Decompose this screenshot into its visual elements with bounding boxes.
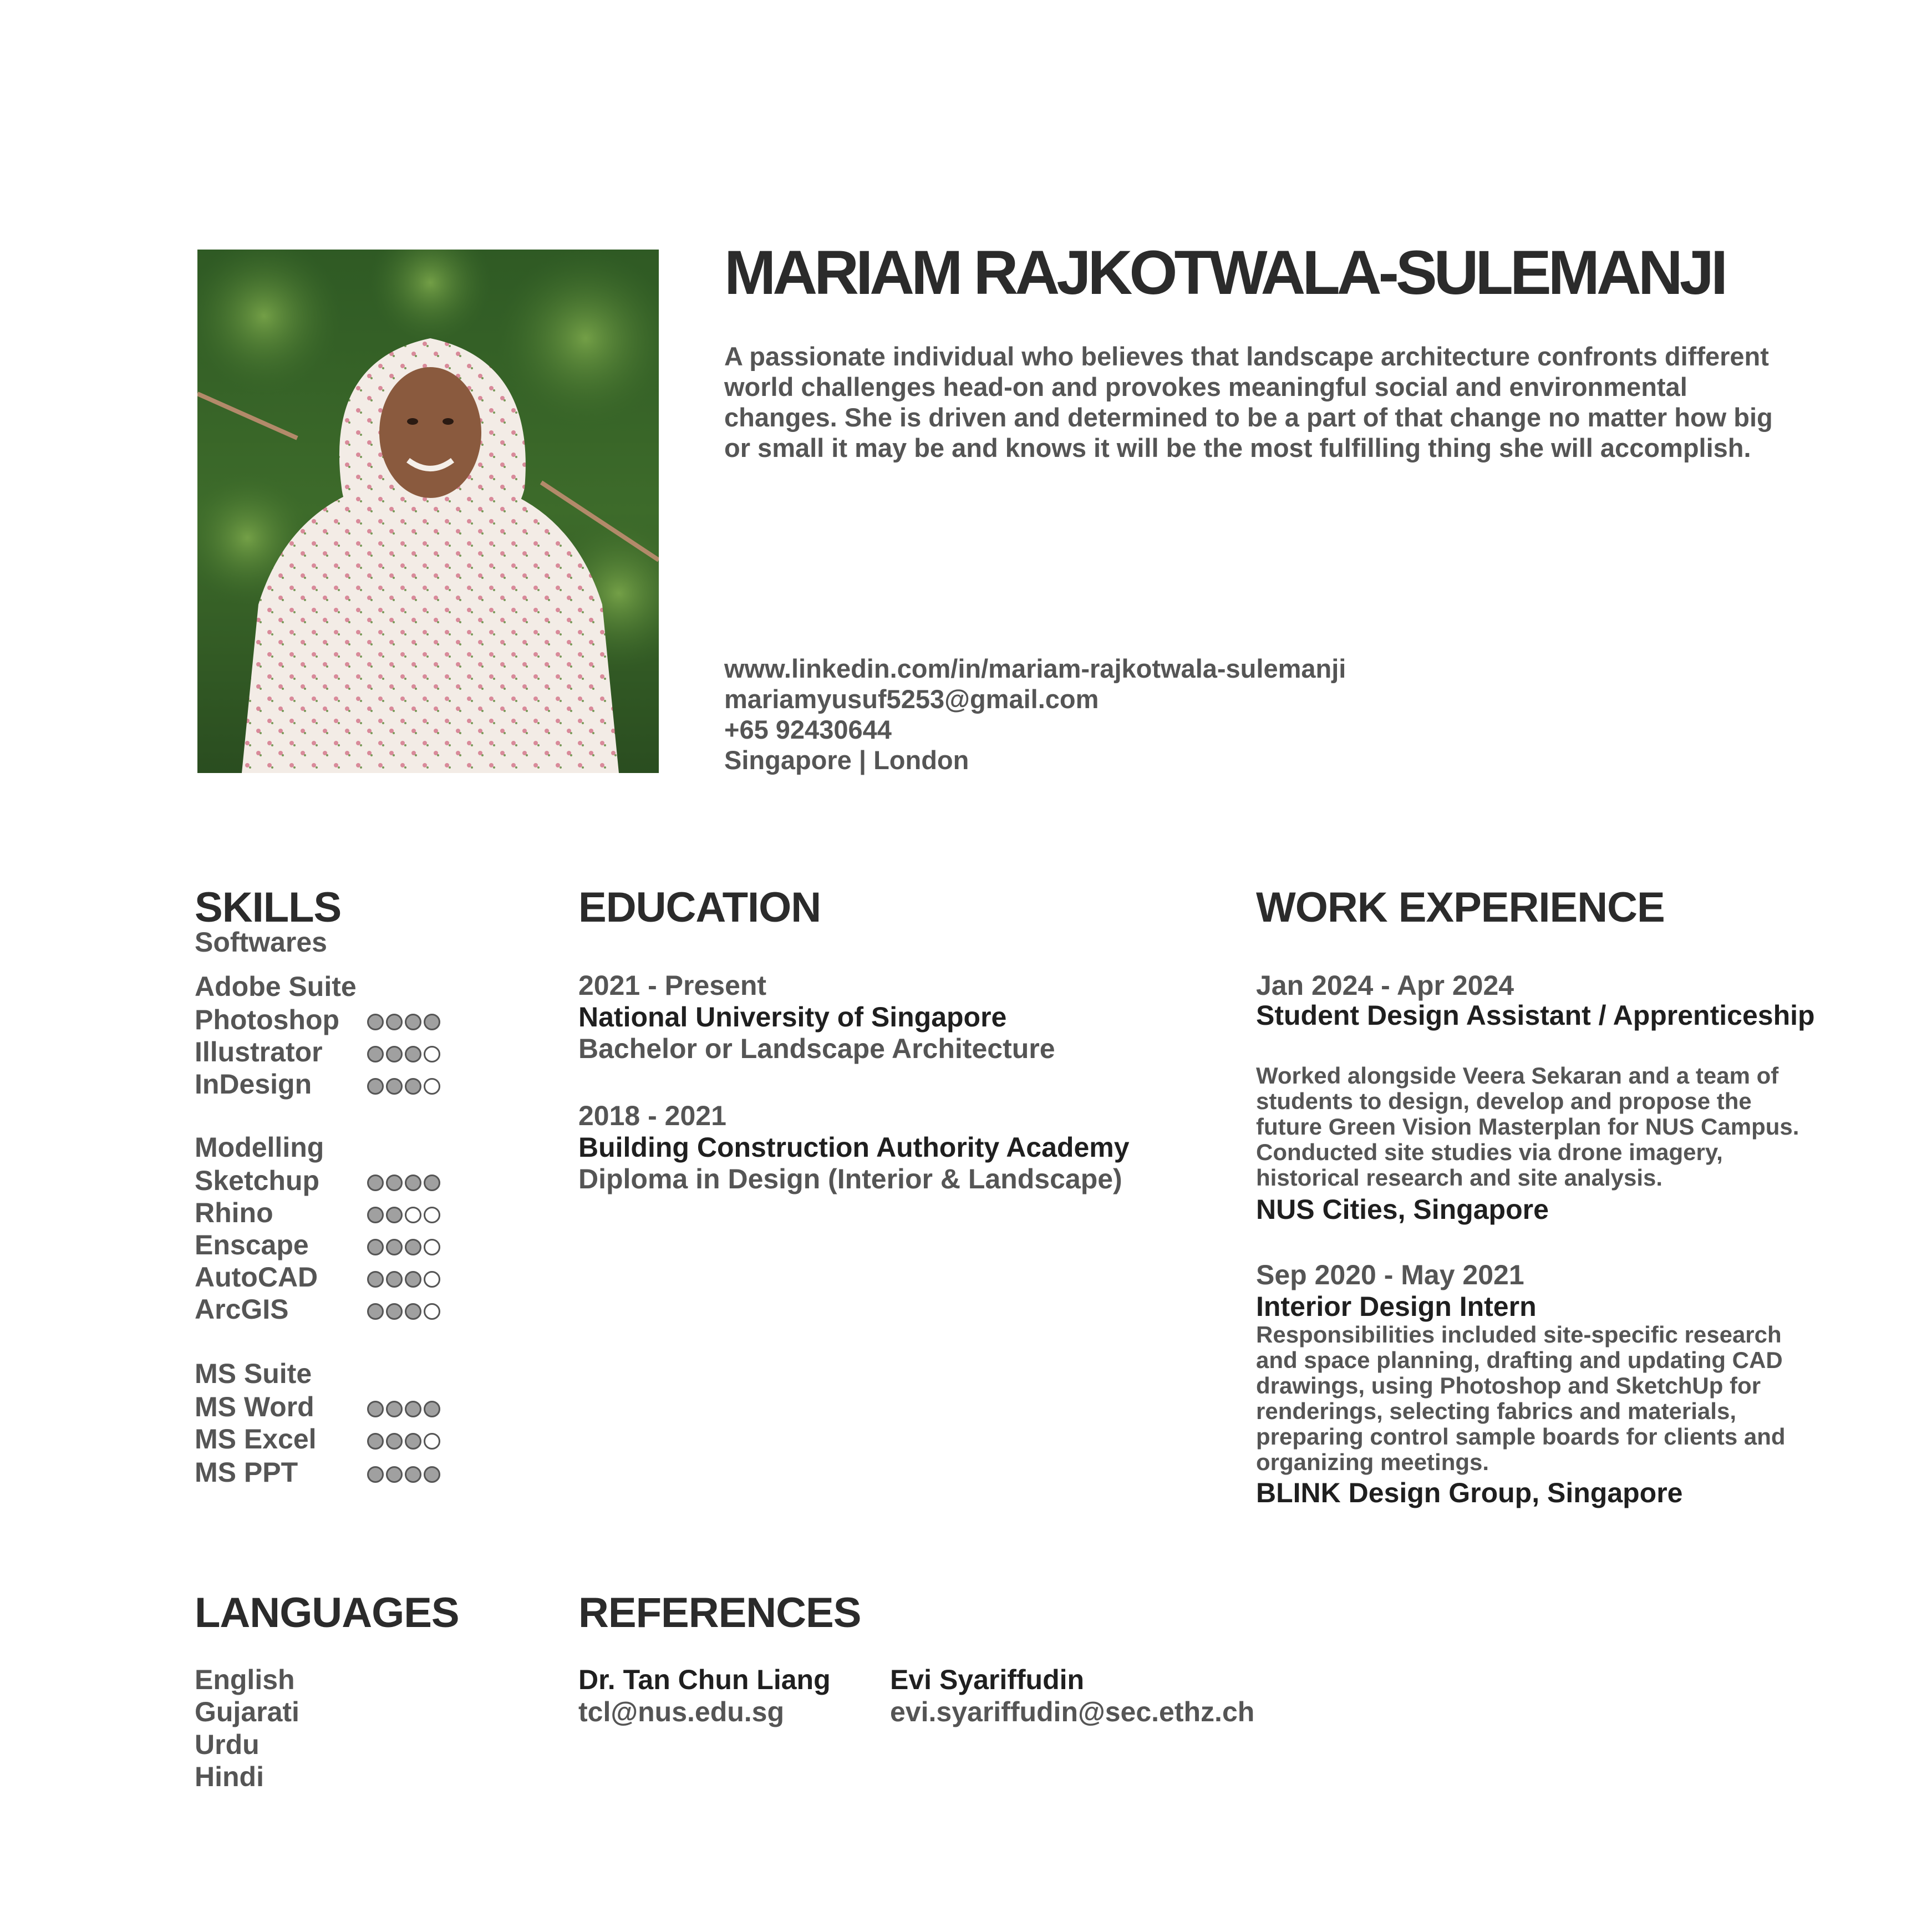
rating-dot-empty — [424, 1271, 440, 1288]
languages-title: LANGUAGES — [195, 1589, 459, 1636]
rating-dot-empty — [405, 1207, 421, 1223]
education-years: 2018 - 2021 — [578, 1100, 726, 1131]
rating-dot-filled — [405, 1303, 421, 1320]
rating-dot-filled — [405, 1078, 421, 1095]
rating-dot-filled — [367, 1207, 384, 1223]
language-item: Urdu — [195, 1729, 260, 1760]
skills-title: SKILLS — [195, 884, 342, 931]
location-text: Singapore | London — [724, 745, 969, 775]
skill-rating — [367, 1401, 440, 1417]
rating-dot-filled — [424, 1175, 440, 1191]
rating-dot-filled — [386, 1207, 403, 1223]
rating-dot-filled — [405, 1046, 421, 1062]
rating-dot-filled — [405, 1014, 421, 1030]
rating-dot-filled — [367, 1046, 384, 1062]
skill-rating — [367, 1303, 440, 1320]
reference-email[interactable]: evi.syariffudin@sec.ethz.ch — [890, 1696, 1255, 1727]
skill-rating — [367, 1175, 440, 1191]
rating-dot-filled — [386, 1239, 403, 1255]
work-role: Interior Design Intern — [1256, 1291, 1537, 1322]
skill-rating — [367, 1207, 440, 1223]
skill-rating — [367, 1078, 440, 1095]
rating-dot-filled — [386, 1466, 403, 1483]
rating-dot-empty — [424, 1078, 440, 1095]
rating-dot-empty — [424, 1303, 440, 1320]
rating-dot-empty — [424, 1046, 440, 1062]
reference-email[interactable]: tcl@nus.edu.sg — [578, 1696, 785, 1727]
rating-dot-empty — [424, 1239, 440, 1255]
language-item: Hindi — [195, 1761, 264, 1792]
rating-dot-filled — [367, 1466, 384, 1483]
work-description: Responsibilities included site-specific research and space planning, drafting and updating CAD drawings, using Photoshop and SketchUp for renderings, selecting fabrics and materials, preparing control sample boards for clients and organizing meetings. — [1256, 1321, 1786, 1475]
references-title: REFERENCES — [578, 1589, 861, 1636]
rating-dot-filled — [367, 1303, 384, 1320]
skill-illustrator: Illustrator — [195, 1036, 323, 1067]
skill-rating — [367, 1433, 440, 1450]
work-dates: Jan 2024 - Apr 2024 — [1256, 970, 1514, 1001]
language-item: Gujarati — [195, 1696, 299, 1727]
rating-dot-filled — [424, 1014, 440, 1030]
work-role: Student Design Assistant / Apprenticeship — [1256, 1000, 1815, 1031]
skill-group-modelling: Modelling — [195, 1132, 324, 1163]
rating-dot-filled — [367, 1239, 384, 1255]
skill-arcgis: ArcGIS — [195, 1294, 289, 1325]
email-link[interactable]: mariamyusuf5253@gmail.com — [724, 684, 1099, 714]
rating-dot-filled — [367, 1433, 384, 1450]
rating-dot-filled — [405, 1175, 421, 1191]
rating-dot-filled — [405, 1466, 421, 1483]
reference-name: Evi Syariffudin — [890, 1664, 1085, 1695]
work-organization: BLINK Design Group, Singapore — [1256, 1477, 1683, 1508]
reference-name: Dr. Tan Chun Liang — [578, 1664, 831, 1695]
rating-dot-empty — [424, 1207, 440, 1223]
education-degree: Bachelor or Landscape Architecture — [578, 1033, 1055, 1064]
education-title: EDUCATION — [578, 884, 821, 931]
rating-dot-filled — [367, 1271, 384, 1288]
skill-rhino: Rhino — [195, 1197, 273, 1228]
skills-subtitle: Softwares — [195, 927, 327, 958]
rating-dot-filled — [367, 1078, 384, 1095]
phone-number: +65 92430644 — [724, 715, 892, 744]
skill-ms-word: MS Word — [195, 1391, 314, 1422]
profile-photo — [197, 250, 659, 773]
bio-paragraph: A passionate individual who believes that landscape architecture confronts different world challenges head-on and provokes meaningful social and environmental changes. She is driven and determined to be a part of that change no matter how big or small it may be and knows it will be the most fulfilling thing she will accomplish. — [724, 342, 1773, 462]
rating-dot-filled — [386, 1014, 403, 1030]
education-degree: Diploma in Design (Interior & Landscape) — [578, 1163, 1122, 1194]
skill-group-adobe: Adobe Suite — [195, 971, 357, 1002]
education-school: Building Construction Authority Academy — [578, 1132, 1130, 1163]
skill-autocad: AutoCAD — [195, 1262, 318, 1293]
skill-ms-ppt: MS PPT — [195, 1457, 298, 1488]
work-title: WORK EXPERIENCE — [1256, 884, 1665, 931]
rating-dot-filled — [386, 1401, 403, 1417]
rating-dot-filled — [405, 1401, 421, 1417]
skill-rating — [367, 1046, 440, 1062]
rating-dot-empty — [424, 1433, 440, 1450]
rating-dot-filled — [386, 1078, 403, 1095]
education-years: 2021 - Present — [578, 970, 767, 1001]
rating-dot-filled — [424, 1401, 440, 1417]
skill-indesign: InDesign — [195, 1069, 312, 1100]
work-dates: Sep 2020 - May 2021 — [1256, 1259, 1524, 1290]
rating-dot-filled — [405, 1239, 421, 1255]
skill-photoshop: Photoshop — [195, 1004, 340, 1035]
skill-enscape: Enscape — [195, 1229, 309, 1260]
work-description: Worked alongside Veera Sekaran and a team of students to design, develop and propose the future Green Vision Masterplan for NUS Campus. Conducted site studies via drone imagery, historical research and site analysis. — [1256, 1062, 1799, 1191]
linkedin-link[interactable]: www.linkedin.com/in/mariam-rajkotwala-sulemanji — [724, 654, 1346, 683]
rating-dot-filled — [386, 1303, 403, 1320]
skill-group-ms: MS Suite — [195, 1358, 312, 1389]
education-school: National University of Singapore — [578, 1001, 1007, 1033]
rating-dot-filled — [386, 1271, 403, 1288]
skill-rating — [367, 1466, 440, 1483]
rating-dot-filled — [386, 1046, 403, 1062]
rating-dot-filled — [386, 1175, 403, 1191]
rating-dot-filled — [405, 1271, 421, 1288]
rating-dot-filled — [386, 1433, 403, 1450]
full-name: MARIAM RAJKOTWALA-SULEMANJI — [724, 238, 1725, 307]
skill-rating — [367, 1271, 440, 1288]
rating-dot-filled — [367, 1401, 384, 1417]
skill-sketchup: Sketchup — [195, 1165, 320, 1196]
rating-dot-filled — [367, 1014, 384, 1030]
skill-rating — [367, 1014, 440, 1030]
skill-rating — [367, 1239, 440, 1255]
rating-dot-filled — [405, 1433, 421, 1450]
language-item: English — [195, 1664, 295, 1695]
work-organization: NUS Cities, Singapore — [1256, 1194, 1549, 1225]
skill-ms-excel: MS Excel — [195, 1423, 317, 1455]
rating-dot-filled — [367, 1175, 384, 1191]
portrait-illustration — [197, 250, 659, 773]
rating-dot-filled — [424, 1466, 440, 1483]
